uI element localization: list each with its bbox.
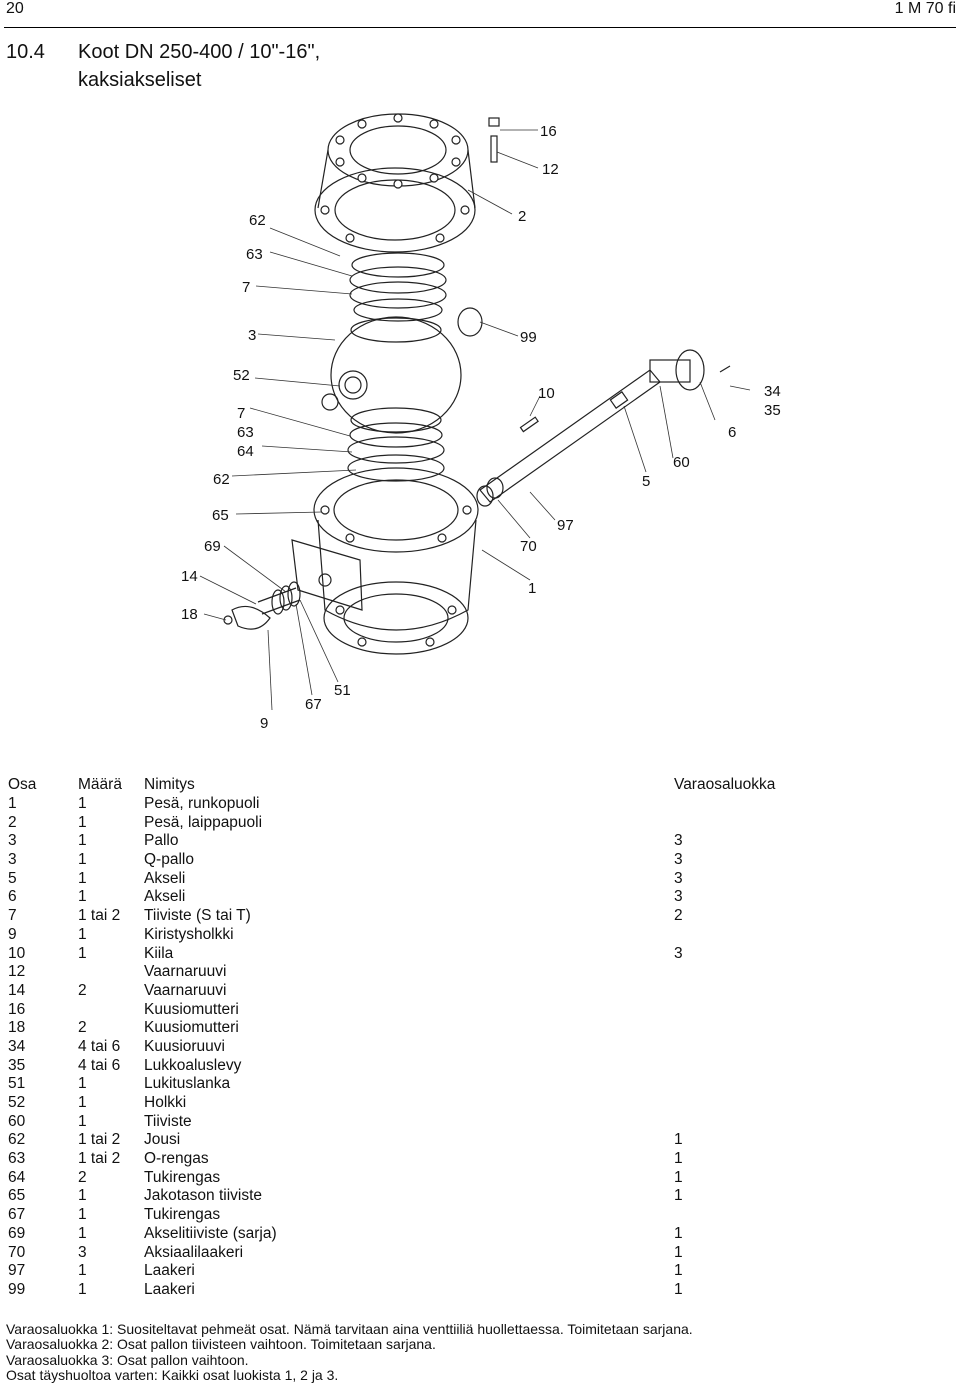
cell-maara: 1: [78, 1224, 87, 1242]
callout-35: 35: [764, 402, 781, 419]
table-row: [0, 1243, 874, 1262]
parts-table: [0, 776, 874, 1299]
note-class-3: Varaosaluokka 3: Osat pallon vaihtoon.: [6, 1351, 249, 1368]
cell-varaosaluokka: 1: [674, 1150, 683, 1168]
table-row: [0, 813, 874, 832]
table-row: [0, 888, 874, 907]
parts-list: [0, 776, 960, 1299]
callout-3: 3: [248, 327, 257, 344]
cell-osa: 10: [8, 944, 26, 962]
cell-nimitys: Holkki: [144, 1094, 187, 1112]
cell-varaosaluokka: 3: [674, 888, 683, 906]
cell-nimitys: Laakeri: [144, 1280, 195, 1298]
table-row: [0, 907, 874, 926]
note-class-1: Varaosaluokka 1: Suositeltavat pehmeät osat. Nämä tarvitaan aina venttiiliä huollettaessa. Toimitetaan sarjana.: [6, 1321, 693, 1337]
cell-maara: 2: [78, 1019, 87, 1037]
cell-nimitys: Aksiaalilaakeri: [144, 1243, 244, 1261]
table-row: [0, 1131, 874, 1150]
cell-maara: 2: [78, 981, 87, 999]
table-row: [0, 1206, 874, 1225]
cell-nimitys: Jousi: [144, 1131, 181, 1149]
cell-osa: 6: [8, 888, 17, 906]
cell-varaosaluokka: [674, 795, 874, 814]
cell-osa: 97: [8, 1262, 26, 1280]
cell-nimitys: Akseli: [144, 869, 186, 887]
cell-maara: 1: [78, 832, 87, 850]
table-row: [0, 795, 874, 814]
callout-52: 52: [233, 367, 250, 384]
cell-osa: 18: [8, 1019, 26, 1037]
cell-maara: 1: [78, 813, 87, 831]
spare-part-notes: [6, 1322, 693, 1383]
valve-exploded-diagram: [0, 90, 960, 740]
table-row: [0, 1225, 874, 1244]
table-row: [0, 1019, 874, 1038]
cell-varaosaluokka: [674, 1019, 874, 1038]
cell-maara: 1: [78, 1262, 87, 1280]
callout-99: 99: [520, 329, 537, 346]
cell-nimitys: Tukirengas: [144, 1206, 221, 1224]
cell-varaosaluokka: 3: [674, 944, 683, 962]
callout-51: 51: [334, 682, 351, 699]
table-row: [0, 926, 874, 945]
cell-osa: 69: [8, 1224, 26, 1242]
table-row: [0, 1262, 874, 1281]
cell-varaosaluokka: [674, 963, 874, 982]
cell-varaosaluokka: 1: [674, 1262, 683, 1280]
table-row: [0, 869, 874, 888]
cell-varaosaluokka: [674, 1075, 874, 1094]
cell-nimitys: Tukirengas: [144, 1168, 221, 1186]
cell-osa: 67: [8, 1206, 26, 1224]
cell-varaosaluokka: 3: [674, 832, 683, 850]
cell-varaosaluokka: [674, 1206, 874, 1225]
cell-osa: 52: [8, 1094, 26, 1112]
table-row: [0, 851, 874, 870]
header-maara: Määrä: [78, 776, 122, 794]
callout-2: 2: [518, 208, 527, 225]
cell-osa: 60: [8, 1112, 26, 1130]
cell-maara: 1: [78, 1112, 87, 1130]
cell-varaosaluokka: [674, 1038, 874, 1057]
table-row: [0, 1038, 874, 1057]
header-nimitys: Nimitys: [144, 776, 195, 794]
cell-osa: 1: [8, 795, 17, 813]
table-row: [0, 1056, 874, 1075]
table-row: [0, 1168, 874, 1187]
note-class-2: Varaosaluokka 2: Osat pallon tiivisteen vaihtoon. Toimitetaan sarjana.: [6, 1336, 436, 1353]
callout-63: 63: [246, 246, 263, 263]
cell-nimitys: Pesä, laippapuoli: [144, 813, 263, 831]
cell-maara: 1: [78, 795, 87, 813]
cell-nimitys: Pesä, runkopuoli: [144, 795, 260, 813]
cell-osa: 51: [8, 1075, 26, 1093]
cell-nimitys: Q-pallo: [144, 851, 194, 869]
exploded-view-drawing: [0, 90, 960, 740]
cell-nimitys: Vaarnaruuvi: [144, 963, 227, 981]
callout-9: 9: [260, 715, 269, 732]
cell-maara: 1: [78, 869, 87, 887]
cell-nimitys: Tiiviste: [144, 1112, 192, 1130]
cell-nimitys: Laakeri: [144, 1262, 195, 1280]
cell-nimitys: Pallo: [144, 832, 179, 850]
section-title-line2: kaksiakseliset: [78, 69, 202, 91]
cell-osa: 2: [8, 813, 17, 831]
callout-70: 70: [520, 538, 537, 555]
callout-7: 7: [242, 279, 251, 296]
cell-maara: 1: [78, 1094, 87, 1112]
callout-64: 64: [237, 443, 254, 460]
cell-varaosaluokka: [674, 1094, 874, 1113]
cell-varaosaluokka: [674, 813, 874, 832]
callout-65: 65: [212, 507, 229, 524]
callout-60: 60: [673, 454, 690, 471]
table-row: [0, 1187, 874, 1206]
cell-nimitys: Jakotason tiiviste: [144, 1187, 263, 1205]
table-row: [0, 944, 874, 963]
cell-nimitys: Lukkoaluslevy: [144, 1056, 242, 1074]
cell-maara: 1: [78, 925, 87, 943]
document-code: 1 M 70 fi: [894, 0, 956, 17]
cell-nimitys: O-rengas: [144, 1150, 209, 1168]
cell-maara: 1: [78, 888, 87, 906]
cell-maara: 1: [78, 851, 87, 869]
callout-34: 34: [764, 383, 781, 400]
cell-maara: 4 tai 6: [78, 1037, 121, 1055]
table-row: [0, 1281, 874, 1300]
header-varaosaluokka: Varaosaluokka: [674, 776, 776, 794]
cell-osa: 16: [8, 1000, 26, 1018]
header-osa: Osa: [8, 776, 37, 794]
cell-osa: 5: [8, 869, 17, 887]
cell-varaosaluokka: [674, 982, 874, 1001]
cell-osa: 99: [8, 1280, 26, 1298]
callout-12: 12: [542, 161, 559, 178]
cell-maara: 1: [78, 1206, 87, 1224]
section-number: 10.4: [6, 41, 45, 63]
table-row: [0, 1094, 874, 1113]
cell-varaosaluokka: [674, 1112, 874, 1131]
cell-osa: 63: [8, 1150, 26, 1168]
header-divider: [4, 27, 956, 28]
cell-maara: [78, 963, 144, 982]
table-row: [0, 1150, 874, 1169]
table-row: [0, 832, 874, 851]
callout-18: 18: [181, 606, 198, 623]
cell-nimitys: Kuusiomutteri: [144, 1000, 239, 1018]
cell-varaosaluokka: 1: [674, 1224, 683, 1242]
callout-62: 62: [249, 212, 266, 229]
cell-osa: 35: [8, 1056, 26, 1074]
table-row: [0, 1112, 874, 1131]
callout-5: 5: [642, 473, 651, 490]
callout-7b: 7: [237, 405, 246, 422]
cell-osa: 14: [8, 981, 26, 999]
cell-maara: 1 tai 2: [78, 907, 121, 925]
cell-nimitys: Kiristysholkki: [144, 925, 234, 943]
cell-nimitys: Akseli: [144, 888, 186, 906]
section-title-line1: Koot DN 250-400 / 10"-16",: [78, 41, 321, 63]
cell-maara: 1 tai 2: [78, 1131, 121, 1149]
cell-osa: 65: [8, 1187, 26, 1205]
cell-osa: 70: [8, 1243, 26, 1261]
cell-maara: 1: [78, 1075, 87, 1093]
cell-varaosaluokka: 1: [674, 1187, 683, 1205]
cell-varaosaluokka: 3: [674, 869, 683, 887]
cell-nimitys: Kuusioruuvi: [144, 1037, 225, 1055]
callout-67: 67: [305, 696, 322, 713]
cell-nimitys: Vaarnaruuvi: [144, 981, 227, 999]
cell-maara: 3: [78, 1243, 87, 1261]
callout-10: 10: [538, 385, 555, 402]
callout-16: 16: [540, 123, 557, 140]
cell-maara: 1: [78, 1280, 87, 1298]
cell-varaosaluokka: [674, 1000, 874, 1019]
note-full-service: Osat täyshuoltoa varten: Kaikki osat luokista 1, 2 ja 3.: [6, 1366, 339, 1383]
parts-table-body: [0, 795, 874, 1300]
page-number: 20: [6, 0, 24, 17]
table-row: [0, 1075, 874, 1094]
callout-97: 97: [557, 517, 574, 534]
callout-69: 69: [204, 538, 221, 555]
table-row: [0, 963, 874, 982]
cell-osa: 64: [8, 1168, 26, 1186]
cell-maara: 4 tai 6: [78, 1056, 121, 1074]
section-title: [6, 38, 320, 94]
callout-14: 14: [181, 568, 198, 585]
cell-varaosaluokka: 1: [674, 1131, 683, 1149]
cell-varaosaluokka: 1: [674, 1243, 683, 1261]
table-row: [0, 982, 874, 1001]
callout-6: 6: [728, 424, 737, 441]
cell-osa: 12: [8, 963, 26, 981]
cell-osa: 62: [8, 1131, 26, 1149]
cell-varaosaluokka: 3: [674, 851, 683, 869]
cell-maara: [78, 1000, 144, 1019]
cell-maara: 1: [78, 1187, 87, 1205]
cell-nimitys: Kiila: [144, 944, 174, 962]
parts-table-header: [0, 776, 874, 795]
callout-63b: 63: [237, 424, 254, 441]
cell-nimitys: Lukituslanka: [144, 1075, 231, 1093]
cell-nimitys: Kuusiomutteri: [144, 1019, 239, 1037]
callout-1: 1: [528, 580, 537, 597]
cell-nimitys: Tiiviste (S tai T): [144, 907, 251, 925]
cell-maara: 1 tai 2: [78, 1150, 121, 1168]
cell-varaosaluokka: 1: [674, 1280, 683, 1298]
cell-varaosaluokka: [674, 1056, 874, 1075]
cell-osa: 7: [8, 907, 17, 925]
cell-varaosaluokka: 1: [674, 1168, 683, 1186]
cell-maara: 1: [78, 944, 87, 962]
cell-nimitys: Akselitiiviste (sarja): [144, 1224, 277, 1242]
cell-osa: 3: [8, 851, 17, 869]
cell-maara: 2: [78, 1168, 87, 1186]
cell-varaosaluokka: [674, 926, 874, 945]
table-row: [0, 1000, 874, 1019]
callout-62b: 62: [213, 471, 230, 488]
cell-varaosaluokka: 2: [674, 907, 683, 925]
cell-osa: 3: [8, 832, 17, 850]
cell-osa: 34: [8, 1037, 26, 1055]
cell-osa: 9: [8, 925, 17, 943]
